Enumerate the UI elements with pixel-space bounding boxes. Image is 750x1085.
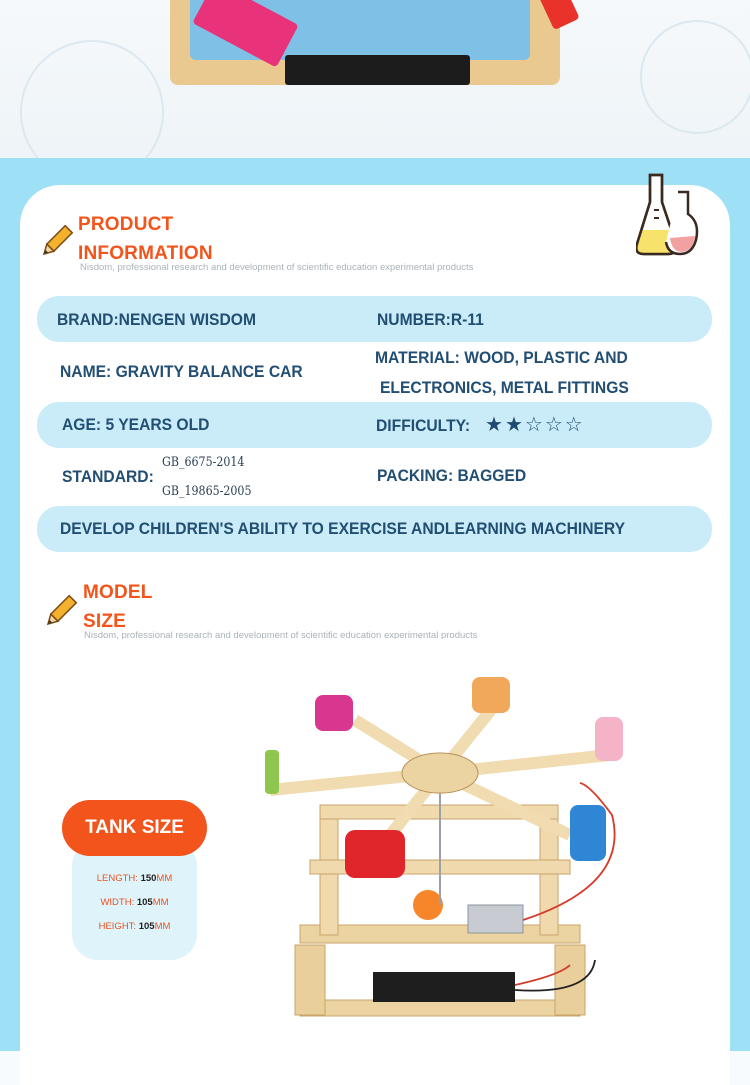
model-size-subtitle: Nisdom, professional research and development of scientific education experimental products xyxy=(84,630,478,639)
product-info-subtitle: Nisdom, professional research and development of scientific education experimental products xyxy=(80,262,474,273)
tank-size-button: TANK SIZE xyxy=(62,800,207,856)
pencil-icon xyxy=(40,592,80,632)
age-text: AGE: 5 YEARS OLD xyxy=(62,415,210,434)
tank-height: HEIGHT: 105MM xyxy=(98,921,171,932)
material-text-line1: MATERIAL: WOOD, PLASTIC AND xyxy=(375,348,628,367)
number-text: NUMBER:R-11 xyxy=(377,310,484,329)
model-size-title-line1: MODEL xyxy=(83,582,153,603)
product-info-title-line1: PRODUCT xyxy=(78,214,174,235)
difficulty-label: DIFFICULTY: xyxy=(376,416,471,435)
name-text: NAME: GRAVITY BALANCE CAR xyxy=(60,362,303,381)
tank-length: LENGTH: 150MM xyxy=(96,873,173,884)
model-size-title-line2: SIZE xyxy=(83,611,127,632)
pencil-icon xyxy=(36,222,76,262)
top-product-photo xyxy=(0,0,750,158)
star-filled-icon: ★ xyxy=(504,414,525,436)
model-product-photo xyxy=(240,665,640,1051)
flask-icon xyxy=(636,170,706,260)
star-empty-icon: ☆ xyxy=(544,414,565,436)
develop-text: DEVELOP CHILDREN'S ABILITY TO EXERCISE ANDLEARNING MACHINERY xyxy=(60,519,626,538)
tank-width: WIDTH: 105MM xyxy=(100,897,169,908)
material-text-line2: ELECTRONICS, METAL FITTINGS xyxy=(380,378,629,397)
star-filled-icon: ★ xyxy=(485,414,505,436)
difficulty-stars xyxy=(485,412,585,437)
product-info-title-line2: INFORMATION xyxy=(78,243,213,264)
star-empty-icon: ☆ xyxy=(524,414,545,436)
standard-label: STANDARD: xyxy=(62,467,154,486)
standard-code-2: GB_19865-2005 xyxy=(162,484,252,499)
star-empty-icon: ☆ xyxy=(564,414,585,436)
brand-text: BRAND:NENGEN WISDOM xyxy=(57,310,256,329)
standard-code-1: GB_6675-2014 xyxy=(162,455,245,470)
packing-text: PACKING: BAGGED xyxy=(377,466,527,485)
